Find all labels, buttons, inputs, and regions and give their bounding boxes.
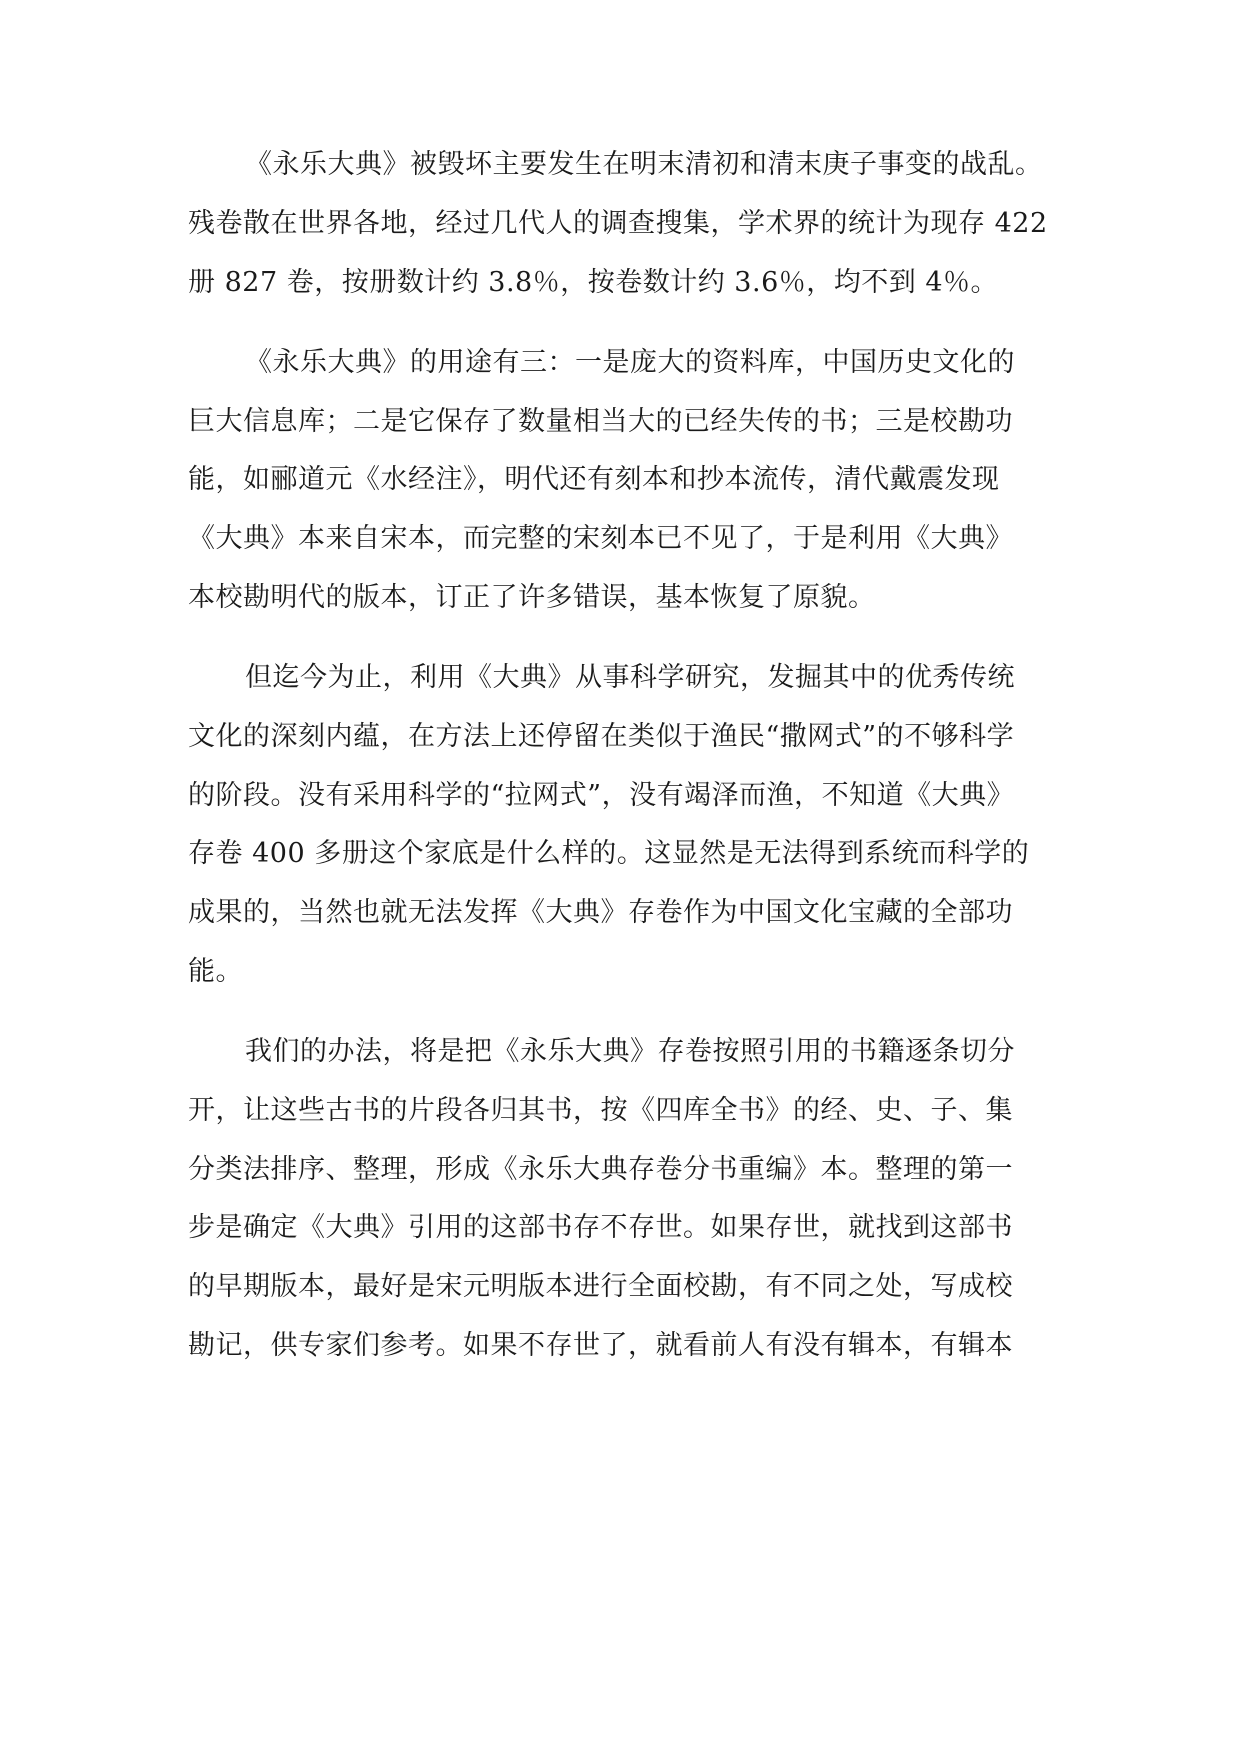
paragraph-4-line-5: 的早期版本，最好是宋元明版本进行全面校勘，有不同之处，写成校 <box>188 1271 1013 1302</box>
paragraph-4-line-3: 分类法排序、整理，形成《永乐大典存卷分书重编》本。整理的第一 <box>188 1154 1013 1185</box>
paragraph-2-line-4: 《大典》本来自宋本，而完整的宋刻本已不见了，于是利用《大典》 <box>188 523 1013 554</box>
paragraph-3-line-3: 的阶段。没有采用科学的“拉网式”，没有竭泽而渔，不知道《大典》 <box>188 780 1015 811</box>
paragraph-2-line-1: 《永乐大典》的用途有三：一是庞大的资料库，中国历史文化的 <box>245 347 1015 378</box>
paragraph-3-line-5: 成果的，当然也就无法发挥《大典》存卷作为中国文化宝藏的全部功 <box>188 897 1013 928</box>
paragraph-4-line-4: 步是确定《大典》引用的这部书存不存世。如果存世，就找到这部书 <box>188 1212 1013 1243</box>
paragraph-3-line-6: 能。 <box>188 956 243 987</box>
paragraph-2-line-2: 巨大信息库；二是它保存了数量相当大的已经失传的书；三是校勘功 <box>188 406 1013 437</box>
paragraph-2-line-5: 本校勘明代的版本，订正了许多错误，基本恢复了原貌。 <box>188 582 876 613</box>
paragraph-3-line-1: 但迄今为止，利用《大典》从事科学研究，发掘其中的优秀传统 <box>245 662 1015 693</box>
paragraph-1-line-3: 册 827 卷，按册数计约 3.8％，按卷数计约 3.6％，均不到 4％。 <box>188 267 999 298</box>
paragraph-4-line-6: 勘记，供专家们参考。如果不存世了，就看前人有没有辑本，有辑本 <box>188 1330 1013 1361</box>
paragraph-1-line-2: 残卷散在世界各地，经过几代人的调查搜集，学术界的统计为现存 422 <box>188 208 1048 239</box>
paragraph-3-line-4: 存卷 400 多册这个家底是什么样的。这显然是无法得到系统而科学的 <box>188 838 1030 869</box>
paragraph-2-line-3: 能，如郦道元《水经注》，明代还有刻本和抄本流传，清代戴震发现 <box>188 464 1000 495</box>
paragraph-4-line-1: 我们的办法，将是把《永乐大典》存卷按照引用的书籍逐条切分 <box>245 1036 1015 1067</box>
paragraph-3-line-2: 文化的深刻内蕴，在方法上还停留在类似于渔民“撒网式”的不够科学 <box>188 721 1015 752</box>
paragraph-1-line-1: 《永乐大典》被毁坏主要发生在明末清初和清末庚子事变的战乱。 <box>245 149 1043 180</box>
paragraph-4-line-2: 开，让这些古书的片段各归其书，按《四库全书》的经、史、子、集 <box>188 1095 1013 1126</box>
